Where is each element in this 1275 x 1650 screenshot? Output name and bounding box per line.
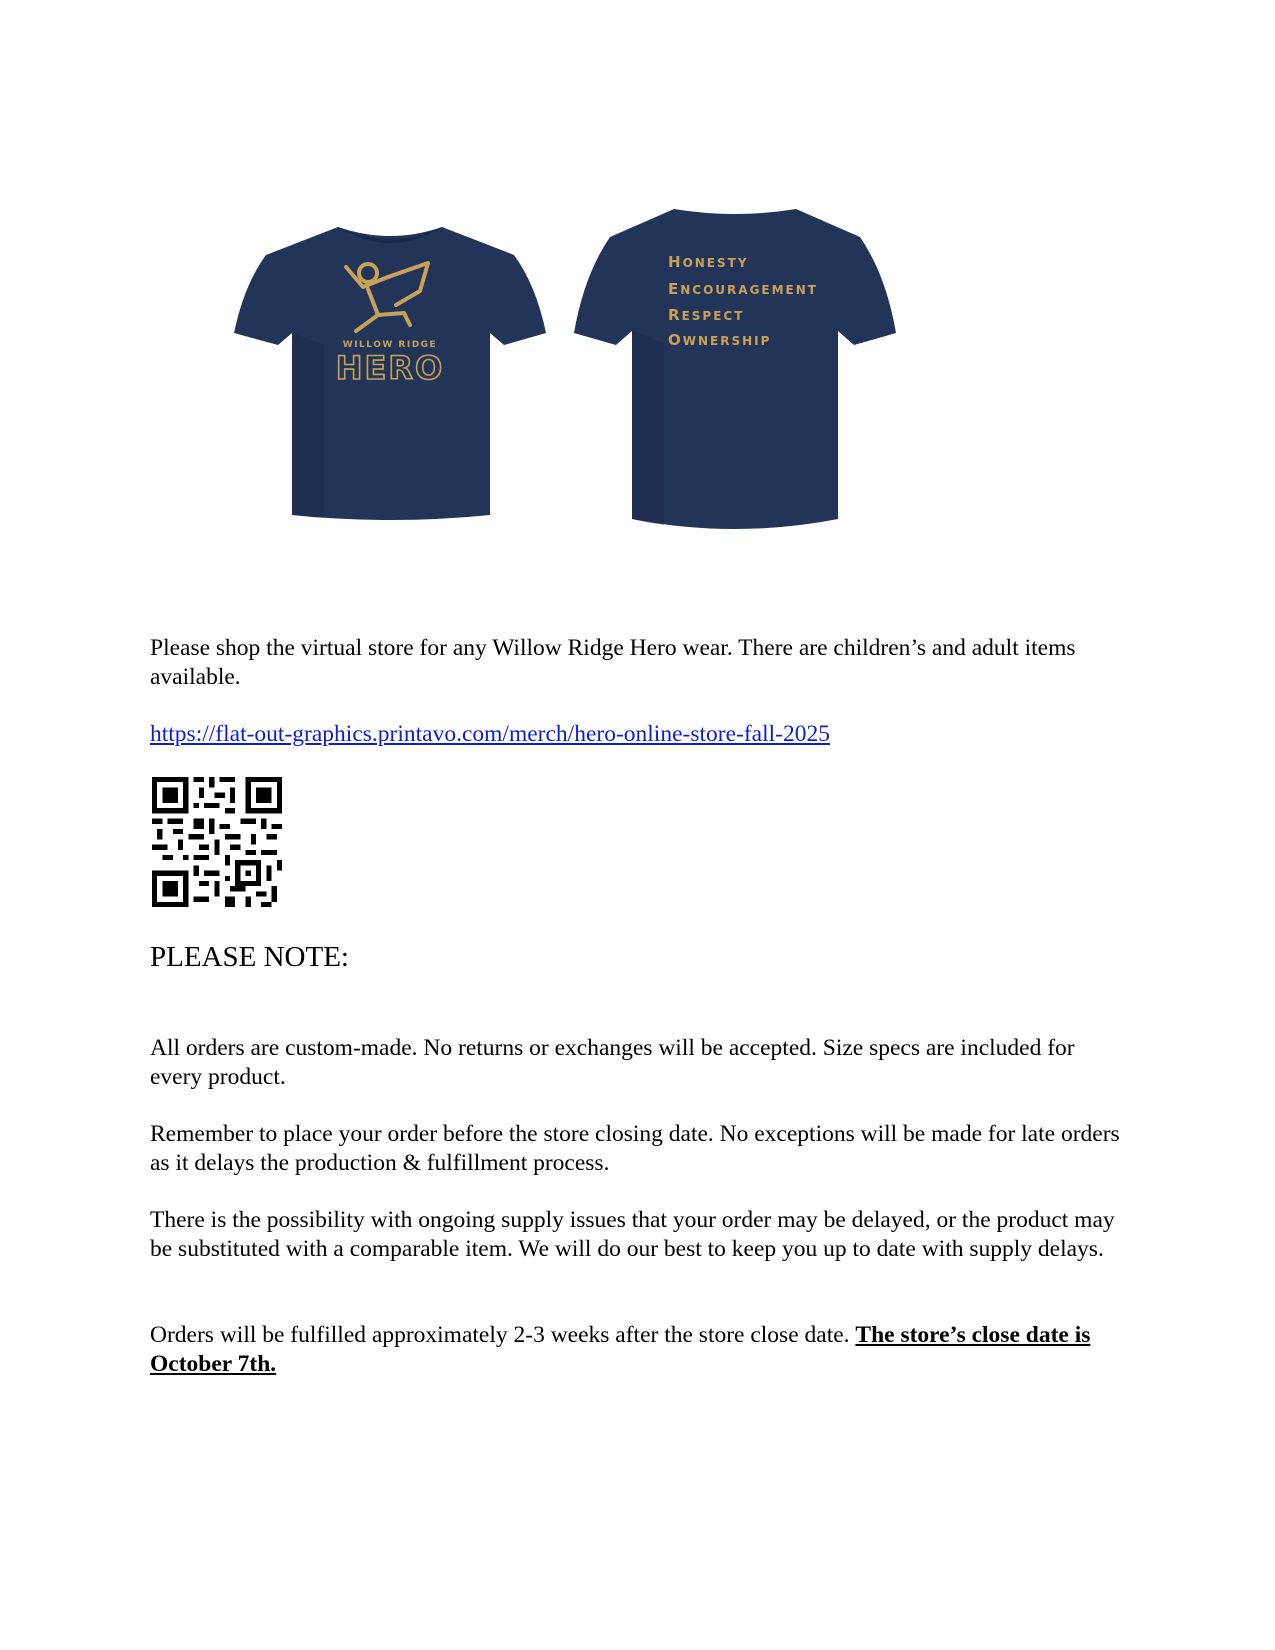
tshirt-back-icon xyxy=(570,205,900,545)
intro-paragraph: Please shop the virtual store for any Willow Ridge Hero wear. There are children’s and adult items available. xyxy=(150,635,1076,690)
shirt-back-image xyxy=(570,205,900,545)
logo-top-text: WILLOW RIDGE xyxy=(342,340,438,350)
back-line-3: RESPECT xyxy=(668,306,745,324)
fulfillment-text: Orders will be fulfilled approximately 2-3 weeks after the store close date. xyxy=(150,1322,856,1348)
notice-paragraph-fulfillment xyxy=(150,1321,1130,1379)
back-line-1: HONESTY xyxy=(668,253,749,271)
tshirt-front-icon xyxy=(228,215,553,535)
qr-code-icon xyxy=(152,777,282,907)
back-line-2: ENCOURAGEMENT xyxy=(668,280,818,298)
back-line-4: OWNERSHIP xyxy=(668,331,772,349)
note-heading: PLEASE NOTE: xyxy=(150,941,349,973)
shirt-front-image xyxy=(228,215,553,535)
notice-paragraph-supply: There is the possibility with ongoing supply issues that your order may be delayed, or the product may be substituted with a comparable item. We will do our best to keep you up to date with supply delays. xyxy=(150,1207,1115,1262)
notice-paragraph-returns: All orders are custom-made. No returns or exchanges will be accepted. Size specs are included for every product. xyxy=(150,1035,1075,1090)
store-link[interactable]: https://flat-out-graphics.printavo.com/merch/hero-online-store-fall-2025 xyxy=(150,721,830,747)
logo-bottom-text: HERO xyxy=(335,349,445,387)
close-date-text: The store’s close date is October 7th. xyxy=(150,1322,1091,1377)
notice-paragraph-deadline: Remember to place your order before the store closing date. No exceptions will be made for late orders as it delays the production & fulfillment process. xyxy=(150,1121,1120,1176)
